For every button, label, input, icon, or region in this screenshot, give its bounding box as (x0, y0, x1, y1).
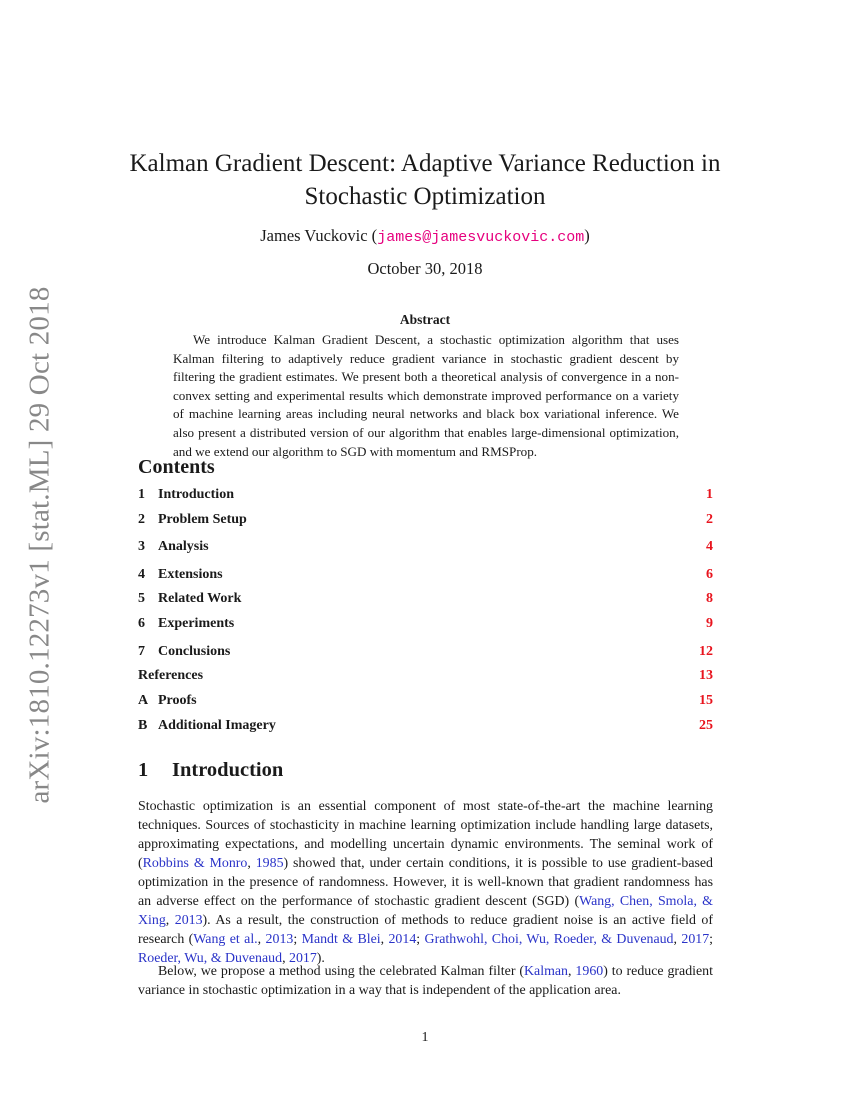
title-line-1: Kalman Gradient Descent: Adaptive Variance Reduction in (129, 150, 721, 177)
toc-label: Proofs (158, 693, 197, 708)
paper-title (0, 147, 850, 213)
citation-link[interactable]: Roeder, Wu, & Duvenaud (138, 951, 283, 966)
toc-label: Analysis (158, 539, 209, 554)
citation-link[interactable]: Wang, Chen, Smola, & Xing (138, 894, 713, 928)
toc-label: Related Work (158, 591, 242, 606)
citation-link[interactable]: Robbins & Monro (142, 856, 248, 871)
toc-page-link[interactable]: 1 (706, 487, 713, 502)
toc-number: A (138, 693, 149, 708)
toc-label: Experiments (158, 616, 235, 631)
toc-item[interactable] (138, 616, 713, 632)
author-close-paren: ) (584, 226, 590, 245)
author-line (0, 226, 850, 246)
intro-paragraph-1: Stochastic optimization is an essential component of most state-of-the-art the machine learning techniques. Sources of stochasticity in machine learning optimization include handling large datasets, approximating expectations, and modelling uncertain dynamic environments. The seminal work of (Robbins & Monro, 1985) showed that, under certain conditions, it is possible to use gradient-based optimization in the presence of randomness. However, it is well-known that gradient randomness has an adverse effect on the performance of stochastic gradient descent (SGD) (Wang, Chen, Smola, & Xing, 2013). As a result, the construction of methods to reduce gradient noise is an active field of research (Wang et al., 2013; Mandt & Blei, 2014; Grathwohl, Choi, Wu, Roeder, & Duvenaud, 2017; Roeder, Wu, & Duvenaud, 2017). (138, 799, 714, 966)
citation-link[interactable]: Kalman (524, 964, 568, 979)
abstract-text: We introduce Kalman Gradient Descent, a stochastic optimization algorithm that uses Kalman filtering to adaptively reduce gradient variance in stochastic gradient descent by filtering the gradient estimates. We present both a theoretical analysis of convergence in a non-convex setting and experimental results which demonstrate improved performance on a variety of machine learning areas including neural networks and black box variational inference. We also present a distributed version of our algorithm that enables large-dimensional optimization, and we extend our algorithm to SGD with momentum and RMSProp. (173, 332, 679, 459)
toc-number: 7 (138, 644, 145, 659)
citation-year-link[interactable]: 2017 (681, 932, 710, 947)
section-title: Introduction (172, 759, 284, 781)
toc-item[interactable] (138, 668, 713, 684)
toc-page-link[interactable]: 4 (706, 539, 713, 554)
toc-label: References (138, 668, 204, 683)
citation-year-link[interactable]: 2017 (289, 951, 317, 966)
section-number: 1 (138, 759, 149, 781)
citation-year-link[interactable]: 1985 (255, 856, 284, 871)
toc-page-link[interactable]: 2 (706, 512, 713, 527)
toc-page-link[interactable]: 6 (706, 567, 713, 582)
toc-page-link[interactable]: 8 (706, 591, 713, 606)
toc-number: 5 (138, 591, 145, 606)
citation-year-link[interactable]: 1960 (575, 964, 604, 979)
toc-item[interactable] (138, 591, 713, 607)
toc-item[interactable] (138, 539, 713, 555)
toc-label: Extensions (158, 567, 223, 582)
toc-item[interactable] (138, 718, 713, 734)
toc-item[interactable] (138, 567, 713, 583)
page-number: 1 (421, 1030, 429, 1045)
toc-number: B (138, 718, 148, 733)
toc-number: 3 (138, 539, 145, 554)
citation-year-link[interactable]: 2013 (265, 932, 294, 947)
title-line-2: Stochastic Optimization (304, 183, 546, 210)
toc-page-link[interactable]: 13 (699, 668, 713, 683)
citation-link[interactable]: Wang et al. (193, 932, 258, 947)
toc-label: Problem Setup (158, 512, 247, 527)
toc-page-link[interactable]: 9 (706, 616, 713, 631)
toc-item[interactable] (138, 487, 713, 503)
toc-number: 1 (138, 487, 145, 502)
paper-date: October 30, 2018 (367, 259, 483, 278)
toc-number: 2 (138, 512, 145, 527)
toc-label: Conclusions (158, 644, 231, 659)
toc-label: Additional Imagery (158, 718, 276, 733)
toc-item[interactable] (138, 512, 713, 528)
abstract-heading: Abstract (399, 312, 451, 327)
intro-paragraph-2: Below, we propose a method using the celebrated Kalman filter (Kalman, 1960) to reduce gradient variance in stochastic optimization in a way that is independent of the application area. (138, 964, 713, 998)
toc-item[interactable] (138, 644, 713, 660)
toc-page-link[interactable]: 15 (699, 693, 713, 708)
citation-year-link[interactable]: 2013 (174, 913, 203, 928)
author-name: James Vuckovic ( (260, 226, 378, 245)
section-heading-introduction (138, 759, 283, 782)
citation-link[interactable]: Mandt & Blei (301, 932, 381, 947)
arxiv-identifier: arXiv:1810.12273v1 [stat.ML] 29 Oct 2018 (23, 286, 56, 804)
toc-label: Introduction (158, 487, 234, 502)
toc-page-link[interactable]: 12 (699, 644, 713, 659)
citation-year-link[interactable]: 2014 (388, 932, 417, 947)
citation-link[interactable]: Grathwohl, Choi, Wu, Roeder, & Duvenaud (424, 932, 674, 947)
contents-heading: Contents (138, 456, 215, 478)
author-email-link[interactable]: james@jamesvuckovic.com (377, 229, 585, 246)
toc-number: 6 (138, 616, 145, 631)
toc-number: 4 (138, 567, 145, 582)
toc-page-link[interactable]: 25 (699, 718, 713, 733)
toc-item[interactable] (138, 693, 713, 709)
